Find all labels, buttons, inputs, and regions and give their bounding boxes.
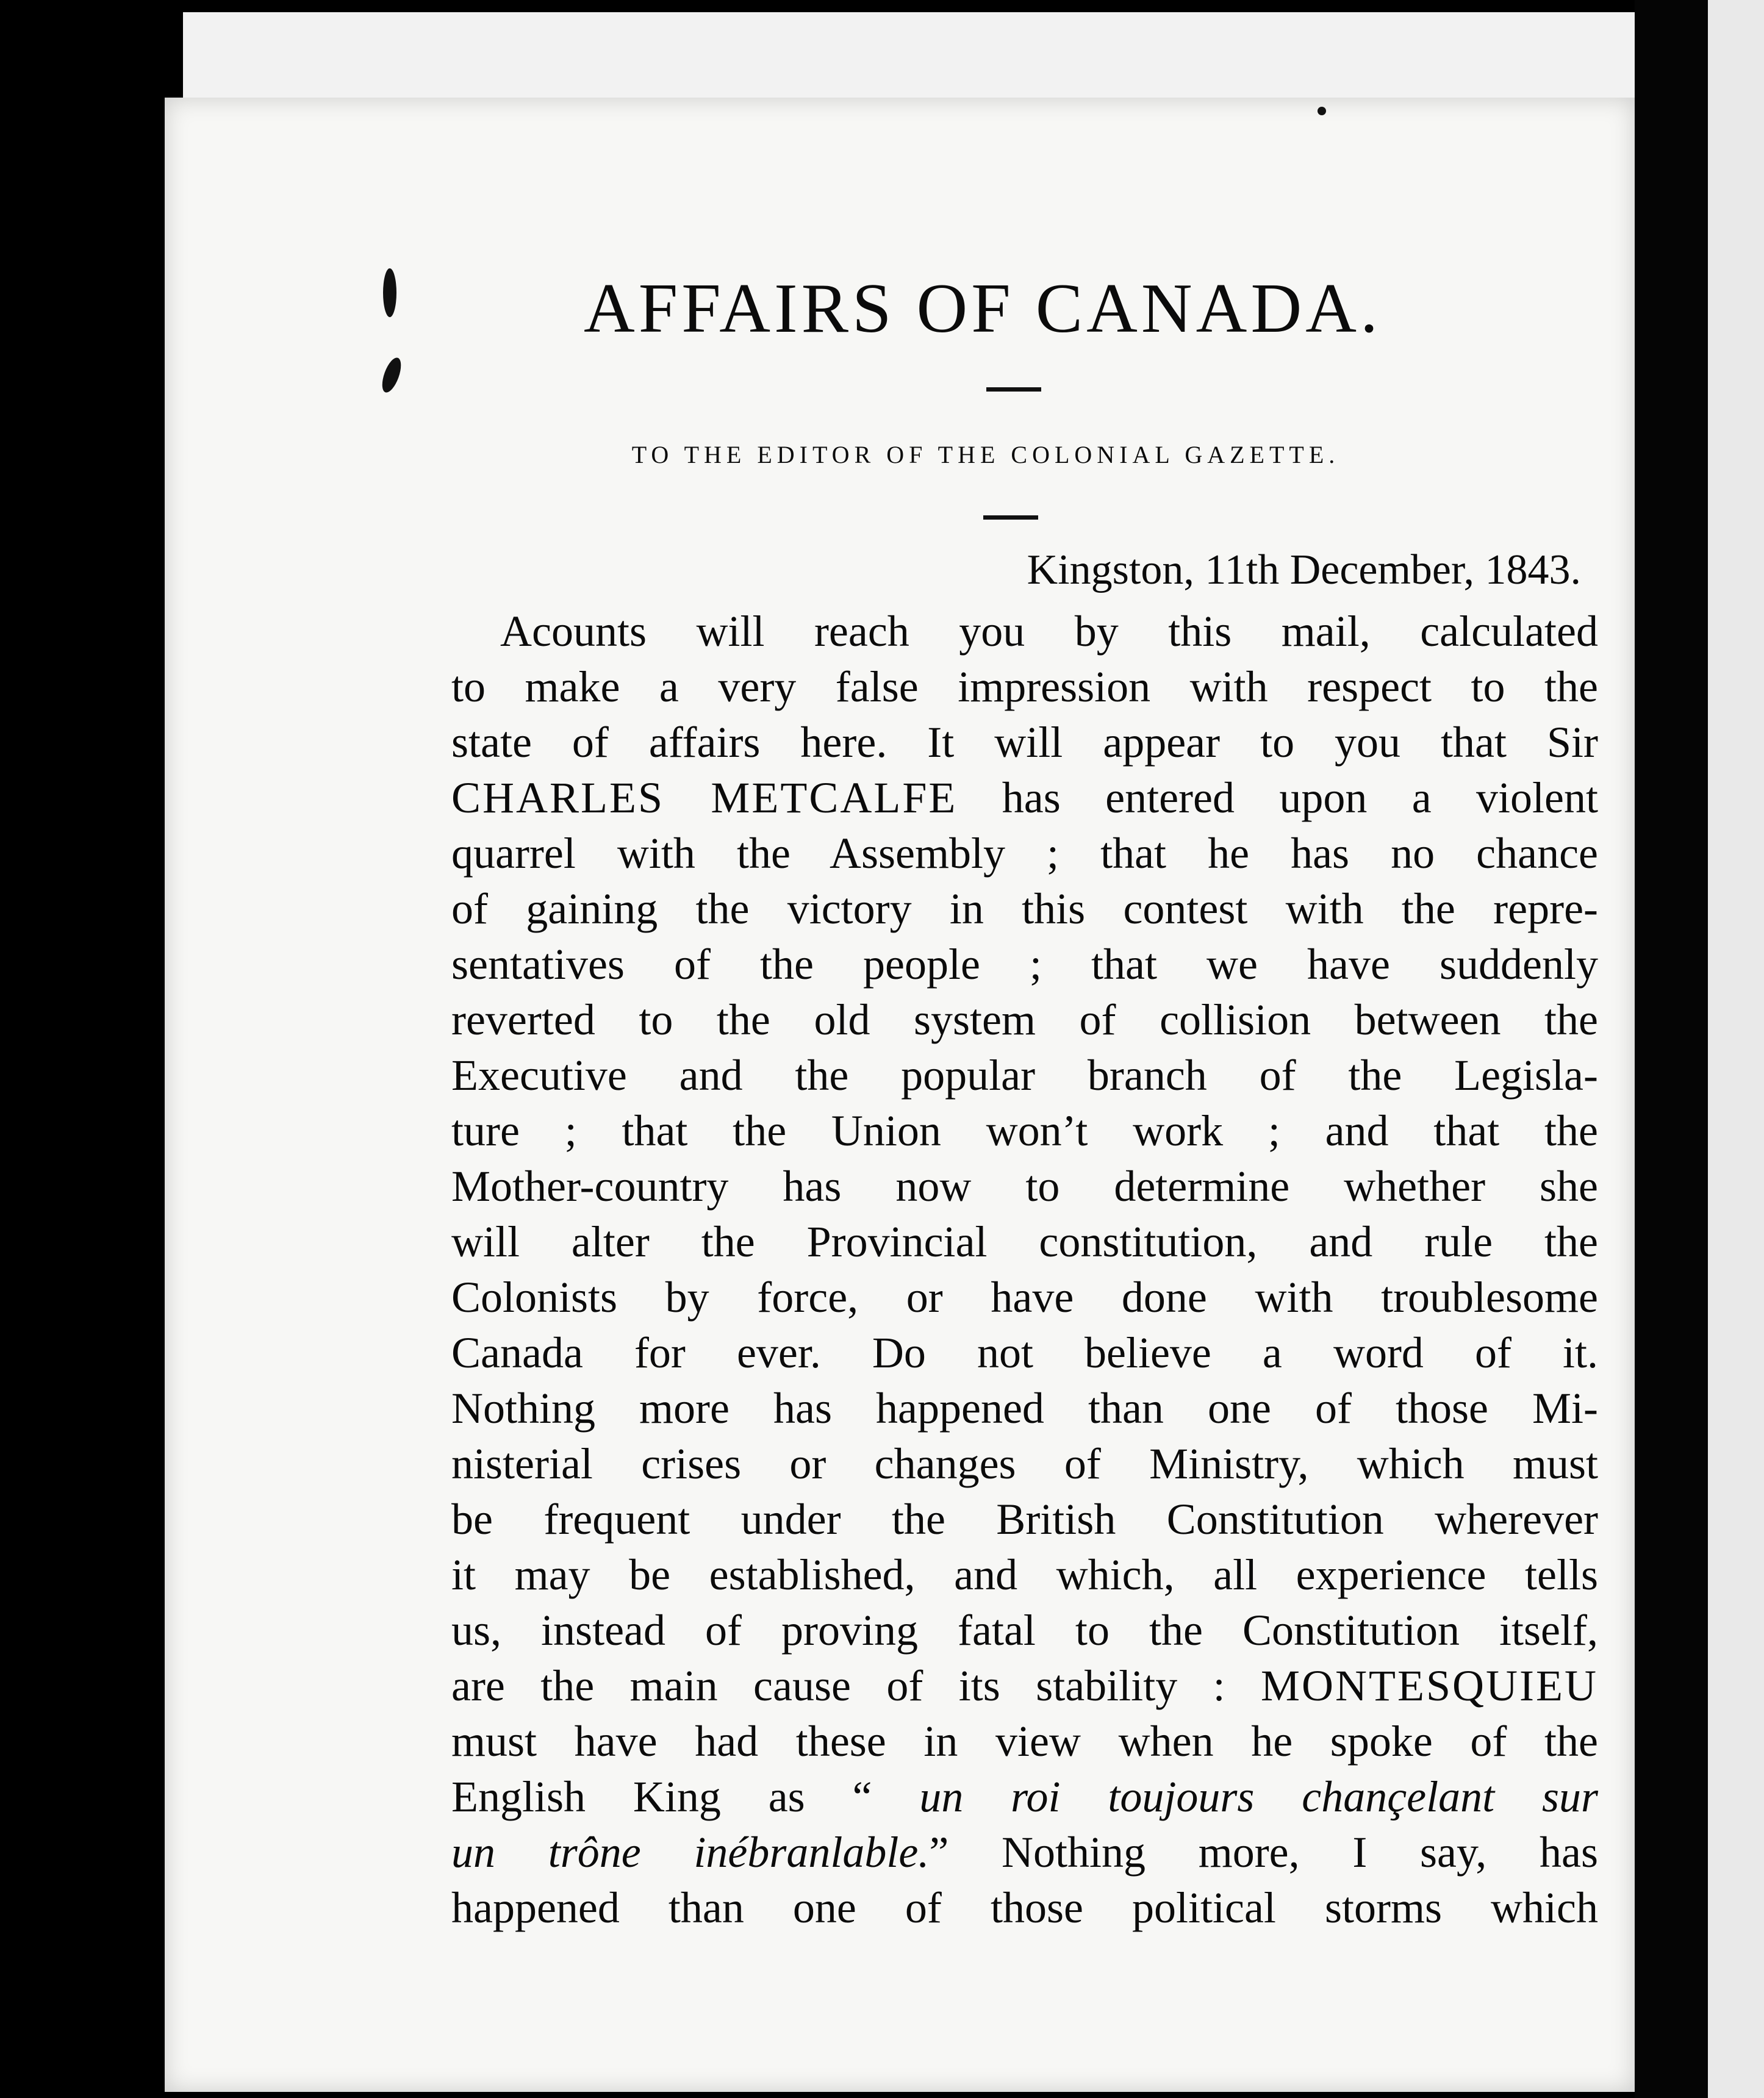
body-line: to make a very false impression with respect to the (451, 662, 1598, 711)
body-line: of gaining the victory in this contest with the repre- (451, 884, 1598, 933)
body-line: happened than one of those political storms which (451, 1883, 1598, 1932)
body-line: quarrel with the Assembly ; that he has no chance (451, 829, 1598, 878)
addressee-rule (983, 515, 1038, 520)
body-line: Nothing more has happened than one of those Mi- (451, 1384, 1598, 1433)
body-line: Canada for ever. Do not believe a word of it. (451, 1328, 1598, 1377)
body-line: are the main cause of its stability : MONTESQUIEU (451, 1661, 1598, 1710)
french-quote: un roi toujours chançelant sur (919, 1772, 1598, 1821)
person-name: MONTESQUIEU (1261, 1661, 1598, 1710)
body-line: state of affairs here. It will appear to you that Sir (451, 718, 1598, 767)
body-line: ture ; that the Union won’t work ; and that the (451, 1106, 1598, 1155)
body-line: sentatives of the people ; that we have suddenly (451, 940, 1598, 989)
title-rule (986, 387, 1041, 392)
body-line: will alter the Provincial constitution, and rule the (451, 1217, 1598, 1266)
body-line: English King as “ un roi toujours chançelant sur (451, 1772, 1598, 1821)
body-line: us, instead of proving fatal to the Constitution itself, (451, 1606, 1598, 1655)
body-line: must have had these in view when he spoke of the (451, 1717, 1598, 1766)
letter-body (451, 604, 1598, 1936)
body-line: Mother-country has now to determine whether she (451, 1162, 1598, 1211)
body-line: Colonists by force, or have done with troublesome (451, 1273, 1598, 1322)
dateline: Kingston, 11th December, 1843. (1027, 546, 1581, 593)
addressee-line: TO THE EDITOR OF THE COLONIAL GAZETTE. (631, 441, 1340, 468)
ink-mark (1318, 107, 1326, 115)
body-line: it may be established, and which, all experience tells (451, 1550, 1598, 1599)
body-line: nisterial crises or changes of Ministry, which must (451, 1439, 1598, 1488)
french-quote: un trône inébranlable. (451, 1828, 930, 1877)
body-line: CHARLES METCALFE has entered upon a violent (451, 773, 1598, 822)
page-title: AFFAIRS OF CANADA. (584, 270, 1382, 348)
body-line: be frequent under the British Constitution wherever (451, 1495, 1598, 1544)
body-line: un trône inébranlable.” Nothing more, I say, has (451, 1828, 1598, 1877)
page-fold-edge (183, 12, 1641, 107)
person-name: CHARLES METCALFE (451, 773, 958, 822)
body-line: reverted to the old system of collision between the (451, 995, 1598, 1044)
body-line: Executive and the popular branch of the Legisla- (451, 1051, 1598, 1100)
body-line: Acounts will reach you by this mail, calculated (500, 607, 1598, 656)
